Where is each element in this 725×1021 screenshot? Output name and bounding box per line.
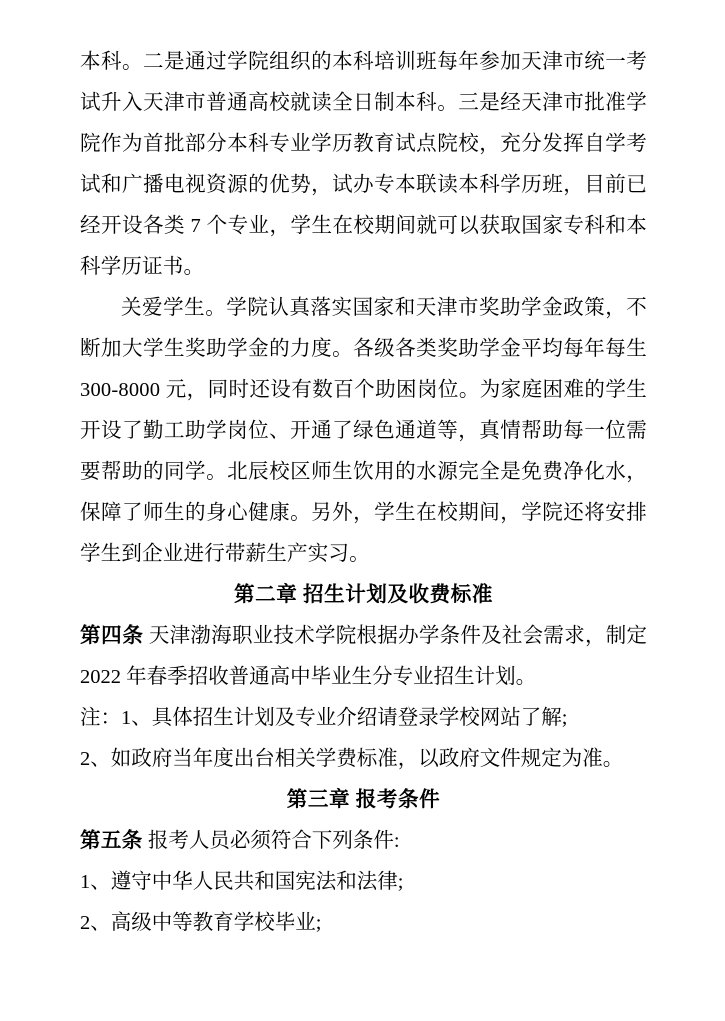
- clause-4: [80, 616, 653, 698]
- clause-5-text: 报考人员必须符合下列条件:: [142, 830, 400, 852]
- clause-4-text: 天津渤海职业技术学院根据办学条件及社会需求，制定 2022 年春季招收普通高中毕业生分专业招生计划。: [80, 625, 653, 688]
- clause-5: [80, 821, 647, 862]
- clause-5-label: 第五条: [80, 830, 143, 852]
- clause-4-label: 第四条: [80, 625, 144, 647]
- condition-item-2: 2、高级中等教育学校毕业;: [80, 912, 322, 934]
- paragraph-body-continuation: 本科。二是通过学院组织的本科培训班每年参加天津市统一考试升入天津市普通高校就读全日制本科。三是经天津市批准学院作为首批部分本科专业学历教育试点院校，充分发挥自学考试和广播电视资源的优势，试办专本联读本科学历班，目前已经开设各类 7 个专业，学生在校期间就可以获取国家专科和本科学历证书。: [80, 51, 647, 278]
- paragraph-student-care: 关爱学生。学院认真落实国家和天津市奖助学金政策，不断加大学生奖助学金的力度。各级各类奖助学金平均每年每生 300-8000 元，同时还设有数百个助困岗位。为家庭困难的学生开设了勤工助学岗位、开通了绿色通道等，真情帮助每一位需要帮助的同学。北辰校区师生饮用的水源完全是免费净化水，保障了师生的身心健康。另外，学生在校期间，学院还将安排学生到企业进行带薪生产实习。: [80, 297, 653, 565]
- chapter-3-heading: 第三章 报考条件: [286, 789, 441, 811]
- note-1: 注：1、具体招生计划及专业介绍请登录学校网站了解;: [80, 707, 568, 729]
- condition-item-1: 1、遵守中华人民共和国宪法和法律;: [80, 871, 404, 893]
- chapter-2-heading: 第二章 招生计划及收费标准: [234, 584, 493, 606]
- note-2: 2、如政府当年度出台相关学费标准，以政府文件规定为准。: [80, 748, 624, 770]
